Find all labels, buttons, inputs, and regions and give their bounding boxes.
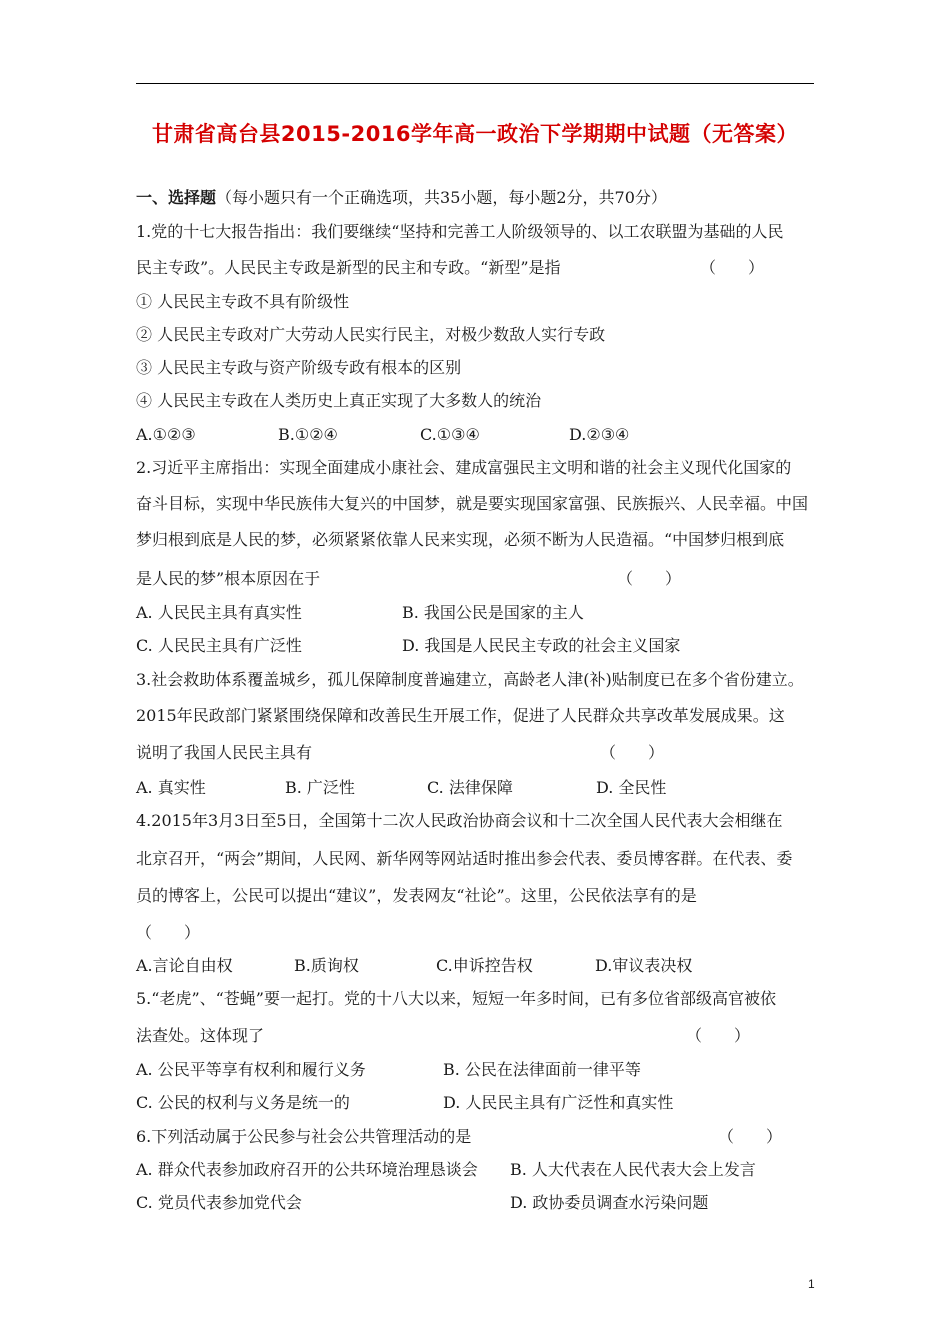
q2-stem-1: 2.习近平主席指出：实现全面建成小康社会、建成富强民主文明和谐的社会主义现代化国家的 — [136, 458, 792, 477]
q3-option-b: B. 广泛性 — [285, 778, 355, 797]
page-title: 甘肃省高台县2015-2016学年高一政治下学期期中试题（无答案） — [151, 122, 799, 146]
q4-stem-1: 4.2015年3月3日至5日，全国第十二次人民政治协商会议和十二次全国人民代表大会相继在 — [136, 811, 783, 830]
q5-stem-2: 法查处。这体现了 — [136, 1026, 265, 1045]
section-note: （每小题只有一个正确选项，共35小题，每小题2分，共70分） — [216, 188, 667, 207]
q2-option-b: B. 我国公民是国家的主人 — [402, 603, 584, 622]
q3-option-d: D. 全民性 — [596, 778, 667, 797]
q5-answer-paren: （ ） — [686, 1026, 751, 1045]
q1-statement-4: ④ 人民民主专政在人类历史上真正实现了大多数人的统治 — [136, 391, 542, 410]
q1-option-b: B.①②④ — [278, 425, 338, 444]
q2-answer-paren: （ ） — [617, 569, 682, 588]
q4-option-a: A.言论自由权 — [136, 956, 233, 975]
q3-stem-2: 2015年民政部门紧紧围绕保障和改善民生开展工作，促进了人民群众共享改革发展成果。这 — [136, 706, 785, 725]
q1-statement-2: ② 人民民主专政对广大劳动人民实行民主，对极少数敌人实行专政 — [136, 325, 606, 344]
q3-answer-paren: （ ） — [600, 743, 665, 762]
q5-option-b: B. 公民在法律面前一律平等 — [443, 1060, 641, 1079]
q5-option-d: D. 人民民主具有广泛性和真实性 — [443, 1093, 674, 1112]
q6-stem-1: 6.下列活动属于公民参与社会公共管理活动的是 — [136, 1127, 472, 1146]
q4-option-d: D.审议表决权 — [595, 956, 693, 975]
q2-option-d: D. 我国是人民民主专政的社会主义国家 — [402, 636, 681, 655]
section-label: 一、选择题 — [136, 188, 217, 207]
q2-option-a: A. 人民民主具有真实性 — [136, 603, 302, 622]
q1-stem-1: 1.党的十七大报告指出：我们要继续“坚持和完善工人阶级领导的、以工农联盟为基础的人民 — [136, 222, 784, 241]
q2-stem-3: 梦归根到底是人民的梦，必须紧紧依靠人民来实现，必须不断为人民造福。“中国梦归根到底 — [136, 530, 785, 549]
q4-stem-3: 员的博客上，公民可以提出“建议”，发表网友“社论”。这里，公民依法享有的是 — [136, 886, 697, 905]
q3-option-c: C. 法律保障 — [427, 778, 513, 797]
q4-option-c: C.申诉控告权 — [436, 956, 533, 975]
q3-stem-3: 说明了我国人民民主具有 — [136, 743, 313, 762]
q4-answer-paren: （ ） — [136, 923, 201, 942]
q6-option-a: A. 群众代表参加政府召开的公共环境治理恳谈会 — [136, 1160, 478, 1179]
q4-option-b: B.质询权 — [294, 956, 359, 975]
q1-option-d: D.②③④ — [569, 425, 630, 444]
q3-stem-1: 3.社会救助体系覆盖城乡，孤儿保障制度普遍建立，高龄老人津(补)贴制度已在多个省份建立。 — [136, 670, 804, 689]
q6-option-c: C. 党员代表参加党代会 — [136, 1193, 302, 1212]
q2-option-c: C. 人民民主具有广泛性 — [136, 636, 302, 655]
q6-option-d: D. 政协委员调查水污染问题 — [510, 1193, 709, 1212]
q3-option-a: A. 真实性 — [136, 778, 206, 797]
q5-stem-1: 5.“老虎”、“苍蝇”要一起打。党的十八大以来，短短一年多时间，已有多位省部级高官被依 — [136, 989, 776, 1008]
q1-stem-2: 民主专政”。人民民主专政是新型的民主和专政。“新型”是指 — [136, 258, 561, 277]
q1-statement-1: ① 人民民主专政不具有阶级性 — [136, 292, 350, 311]
q1-answer-paren: （ ） — [700, 258, 765, 277]
page-number: 1 — [808, 1277, 815, 1291]
q5-option-a: A. 公民平等享有权利和履行义务 — [136, 1060, 366, 1079]
q6-answer-paren: （ ） — [718, 1127, 783, 1146]
q5-option-c: C. 公民的权利与义务是统一的 — [136, 1093, 350, 1112]
section-heading — [136, 188, 667, 208]
q1-option-c: C.①③④ — [420, 425, 480, 444]
q1-option-a: A.①②③ — [136, 425, 196, 444]
q6-option-b: B. 人大代表在人民代表大会上发言 — [510, 1160, 756, 1179]
q2-stem-4: 是人民的梦”根本原因在于 — [136, 569, 321, 588]
q4-stem-2: 北京召开，“两会”期间，人民网、新华网等网站适时推出参会代表、委员博客群。在代表、委 — [136, 849, 793, 868]
q1-statement-3: ③ 人民民主专政与资产阶级专政有根本的区别 — [136, 358, 462, 377]
q2-stem-2: 奋斗目标，实现中华民族伟大复兴的中国梦，就是要实现国家富强、民族振兴、人民幸福。中国 — [136, 494, 809, 513]
header-rule — [136, 83, 814, 84]
